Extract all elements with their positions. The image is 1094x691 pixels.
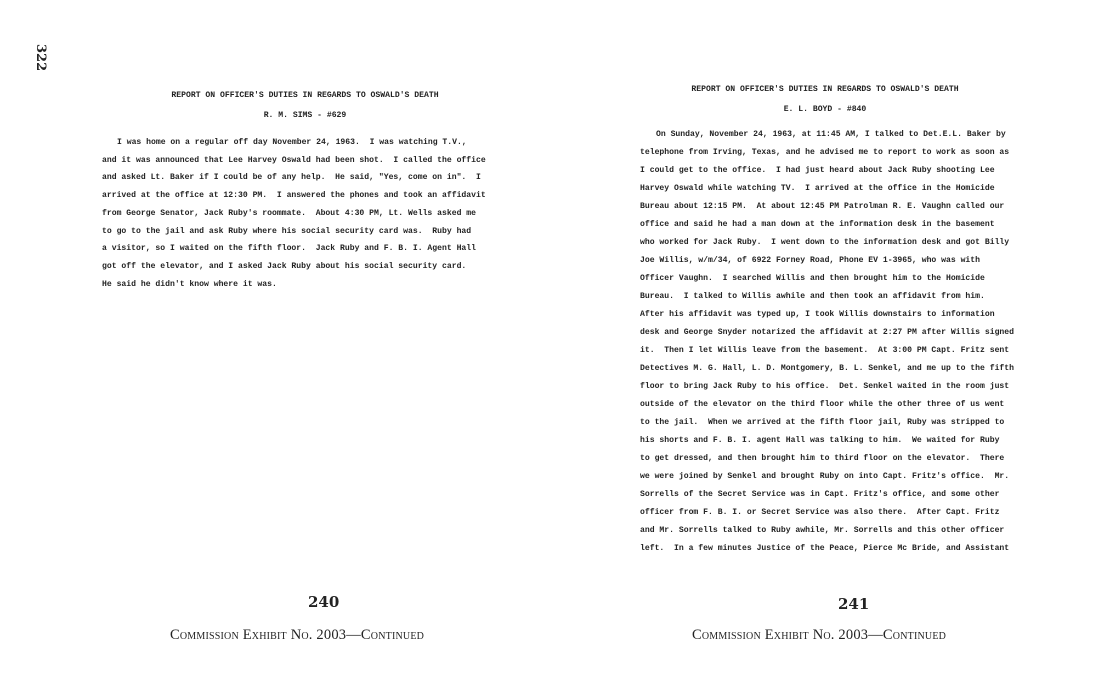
text-line: and it was announced that Lee Harvey Oswald had been shot. I called the office xyxy=(102,155,486,165)
text-line: On Sunday, November 24, 1963, at 11:45 AM, I talked to Det.E.L. Baker by xyxy=(656,130,1006,139)
text-line: Officer Vaughn. I searched Willis and then brought him to the Homicide xyxy=(640,274,985,283)
left-page-number: 240 xyxy=(308,593,340,611)
text-line: I was home on a regular off day November 24, 1963. I was watching T.V., xyxy=(117,138,467,147)
text-line: floor to bring Jack Ruby to his office. Det. Senkel waited in the room just xyxy=(640,382,1010,391)
text-line: to the jail. When we arrived at the fifth floor jail, Ruby was stripped to xyxy=(640,418,1005,427)
text-line: got off the elevator, and I asked Jack Ruby about his social security card. xyxy=(102,261,467,271)
text-line: we were joined by Senkel and brought Ruby on into Capt. Fritz's office. Mr. xyxy=(640,472,1010,481)
right-report-author: E. L. BOYD - #840 xyxy=(783,105,867,114)
text-line: a visitor, so I waited on the fifth floor. Jack Ruby and F. B. I. Agent Hall xyxy=(102,244,476,254)
text-line: who worked for Jack Ruby. I went down to the information desk and got Billy xyxy=(640,238,1010,247)
text-line: from George Senator, Jack Ruby's roommate. About 4:30 PM, Lt. Wells asked me xyxy=(102,208,476,218)
text-line: Detectives M. G. Hall, L. D. Montgomery, B. L. Senkel, and me up to the fifth xyxy=(640,364,1014,373)
text-line: After his affidavit was typed up, I took Willis downstairs to information xyxy=(640,310,995,319)
text-line: and Mr. Sorrells talked to Ruby awhile, Mr. Sorrells and this other officer xyxy=(640,526,1005,535)
left-report-title: REPORT ON OFFICER'S DUTIES IN REGARDS TO OSWALD'S DEATH xyxy=(171,91,439,100)
left-exhibit-caption: Commission Exhibit No. 2003—Continued xyxy=(170,627,425,643)
text-line: and asked Lt. Baker if I could be of any help. He said, "Yes, come on in". I xyxy=(102,173,481,183)
right-exhibit-caption: Commission Exhibit No. 2003—Continued xyxy=(692,627,947,643)
left-report-author: R. M. SIMS - #629 xyxy=(263,111,347,120)
text-line: desk and George Snyder notarized the affidavit at 2:27 PM after Willis signed xyxy=(640,328,1014,337)
side-page-number: 322 xyxy=(33,44,48,72)
text-line: arrived at the office at 12:30 PM. I answered the phones and took an affidavit xyxy=(102,191,486,201)
text-line: Bureau about 12:15 PM. At about 12:45 PM Patrolman R. E. Vaughn called our xyxy=(640,202,1005,211)
text-line: it. Then I let Willis leave from the basement. At 3:00 PM Capt. Fritz sent xyxy=(640,346,1010,355)
text-line: left. In a few minutes Justice of the Peace, Pierce Mc Bride, and Assistant xyxy=(640,544,1010,553)
text-line: He said he didn't know where it was. xyxy=(102,279,277,289)
text-line: to go to the jail and ask Ruby where his social security card was. Ruby had xyxy=(102,226,472,236)
right-page-number: 241 xyxy=(838,595,870,613)
text-line: Sorrells of the Secret Service was in Capt. Fritz's office, and some other xyxy=(640,490,1000,499)
text-line: Bureau. I talked to Willis awhile and then took an affidavit from him. xyxy=(640,292,985,301)
text-line: telephone from Irving, Texas, and he advised me to report to work as soon as xyxy=(640,148,1010,157)
text-line: Joe Willis, w/m/34, of 6922 Forney Road, Phone EV 1-3965, who was with xyxy=(640,256,980,265)
text-line: I could get to the office. I had just heard about Jack Ruby shooting Lee xyxy=(640,166,995,175)
text-line: outside of the elevator on the third floor while the other three of us went xyxy=(640,400,1005,409)
text-line: officer from F. B. I. or Secret Service was also there. After Capt. Fritz xyxy=(640,508,1000,517)
text-line: Harvey Oswald while watching TV. I arrived at the office in the Homicide xyxy=(640,184,995,193)
text-line: office and said he had a man down at the information desk in the basement xyxy=(640,220,995,229)
right-report-title: REPORT ON OFFICER'S DUTIES IN REGARDS TO OSWALD'S DEATH xyxy=(691,85,959,94)
text-line: his shorts and F. B. I. agent Hall was talking to him. We waited for Ruby xyxy=(640,436,1000,445)
text-line: to get dressed, and then brought him to third floor on the elevator. There xyxy=(640,454,1005,463)
